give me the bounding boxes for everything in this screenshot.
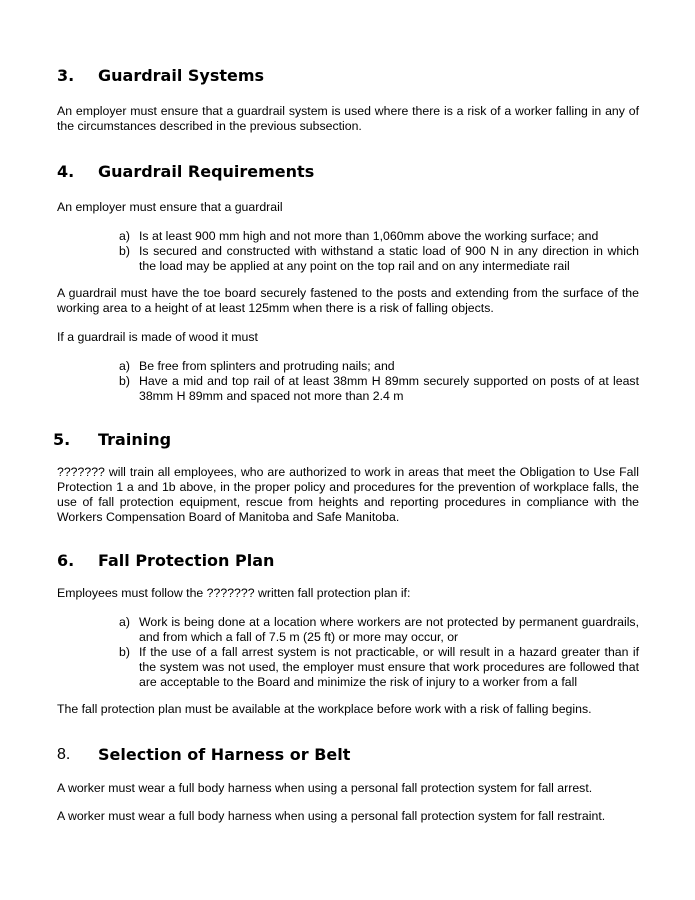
section-number: 3. [57, 66, 75, 85]
list-item-text: Is at least 900 mm high and not more than 1,060mm above the working surface; and [139, 229, 599, 243]
list-item [119, 359, 639, 374]
section-5-paragraph: ??????? will train all employees, who are authorized to work in areas that meet the Obligation to Use Fall Protection 1 a and 1b above, in the proper policy and procedures for the prevention of workplace falls, the use of fall protection equipment, rescue from heights and reporting procedures in compliance with the Workers Compensation Board of Manitoba and Safe Manitoba. [57, 465, 639, 524]
list-item-text: Have a mid and top rail of at least 38mm H 89mm securely supported on posts of at least 38mm H 89mm and spaced not more than 2.4 m [139, 374, 639, 403]
section-number: 6. [57, 551, 75, 570]
section-8-line-1: A worker must wear a full body harness when using a personal fall protection system for fall arrest. [57, 781, 593, 795]
list-marker: a) [119, 229, 130, 243]
section-4-intro: An employer must ensure that a guardrail [57, 200, 283, 214]
section-8-heading [57, 745, 457, 765]
section-8-line-2: A worker must wear a full body harness when using a personal fall protection system for fall restraint. [57, 809, 606, 823]
list-item [119, 374, 639, 404]
section-4-paragraph: A guardrail must have the toe board securely fastened to the posts and extending from the surface of the working area to a height of at least 125mm when there is a risk of falling objects. [57, 286, 639, 315]
list-item-text: If the use of a fall arrest system is not practicable, or will result in a hazard greater than if the system was not used, the employer must ensure that work procedures are followed that are acceptable to the Board and minimize the risk of injury to a worker from a fall [139, 645, 639, 689]
section-title: Training [98, 430, 172, 449]
section-number: 4. [57, 162, 75, 181]
section-title: Fall Protection Plan [98, 551, 275, 570]
section-6-closing: The fall protection plan must be available at the workplace before work with a risk of falling begins. [57, 702, 592, 716]
section-4-heading [57, 162, 457, 182]
section-6-intro: Employees must follow the ??????? written fall protection plan if: [57, 586, 411, 600]
list-item-text: Is secured and constructed with withstand a static load of 900 N in any direction in which the load may be applied at any point on the top rail and on any intermediate rail [139, 244, 639, 273]
list-item [119, 229, 639, 244]
list-marker: b) [119, 374, 130, 388]
section-title: Guardrail Requirements [98, 162, 315, 181]
section-title: Selection of Harness or Belt [98, 745, 351, 764]
list-item [119, 615, 639, 645]
list-item [119, 645, 639, 690]
list-marker: a) [119, 359, 130, 373]
list-item-text: Work is being done at a location where workers are not protected by permanent guardrails, and from which a fall of 7.5 m (25 ft) or more may occur, or [139, 615, 639, 644]
list-item [119, 244, 639, 274]
section-number: 8. [57, 746, 71, 763]
list-item-text: Be free from splinters and protruding nails; and [139, 359, 395, 373]
section-3-paragraph: An employer must ensure that a guardrail system is used where there is a risk of a worker falling in any of the circumstances described in the previous subsection. [57, 104, 639, 133]
section-6-heading [57, 551, 457, 571]
section-title: Guardrail Systems [98, 66, 265, 85]
section-3-heading [57, 66, 457, 86]
list-marker: b) [119, 645, 130, 659]
section-5-heading [53, 430, 453, 450]
section-number: 5. [53, 430, 71, 449]
list-marker: a) [119, 615, 130, 629]
list-marker: b) [119, 244, 130, 258]
section-4-wood-intro: If a guardrail is made of wood it must [57, 330, 258, 344]
